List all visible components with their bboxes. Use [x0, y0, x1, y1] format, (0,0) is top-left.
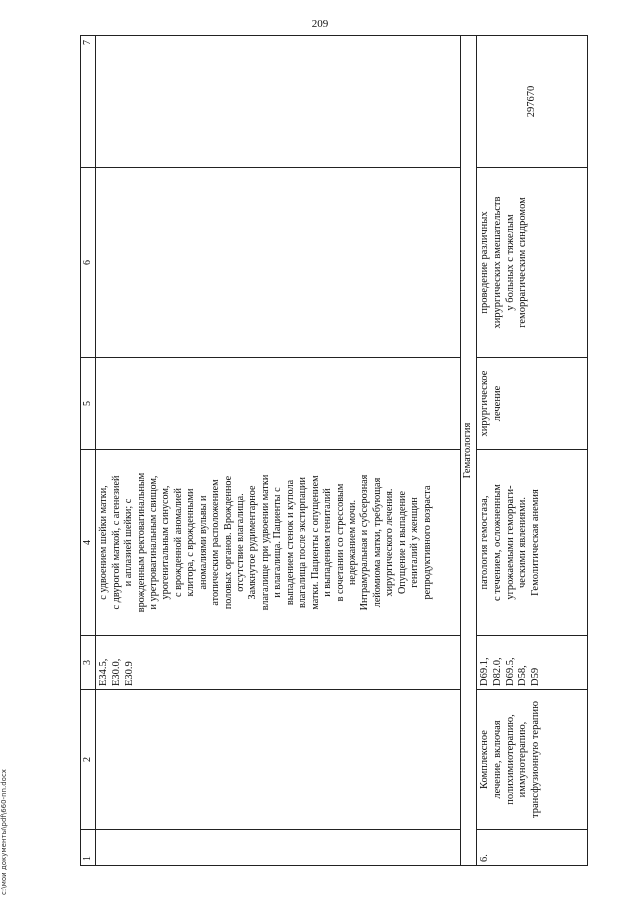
- col-header-1: 1: [81, 830, 96, 866]
- page-number: 209: [311, 18, 329, 30]
- rotated-table-wrapper: [80, 36, 610, 866]
- section-title: Гематология: [461, 36, 477, 866]
- col-header-7: 7: [81, 36, 96, 168]
- column-number-row: [81, 36, 96, 866]
- cell-codes: E34.5, E30.0, E30.9: [96, 636, 461, 690]
- col-header-2: 2: [81, 690, 96, 830]
- col-header-5: 5: [81, 358, 96, 450]
- cell-num: 6.: [476, 830, 587, 866]
- medical-care-table: [80, 35, 588, 866]
- cell-method: [96, 168, 461, 358]
- footer-file-path: c:\мои документы\pdf\660-nn.docx: [0, 769, 8, 895]
- cell-codes: D69.1, D82.0, D69.5, D58, D59: [476, 636, 587, 690]
- col-header-3: 3: [81, 636, 96, 690]
- cell-treatment-type: хирургическое лечение: [476, 358, 587, 450]
- cell-patient-model: патология гемостаза, с течением, осложненным угрожаемыми геморраги- ческими явлениями. Гемолитическая анемия: [476, 450, 587, 636]
- cell-treatment-type: [96, 358, 461, 450]
- rotated-table: [80, 36, 610, 866]
- cell-treatment: Комплексное лечение, включая полихимиотерапию, иммунотерапию, трансфузионную терапию: [476, 690, 587, 830]
- col-header-4: 4: [81, 450, 96, 636]
- cell-treatment: [96, 690, 461, 830]
- cell-cost: 297670: [476, 36, 587, 168]
- col-header-6: 6: [81, 168, 96, 358]
- cell-num: [96, 830, 461, 866]
- section-row: [461, 36, 477, 866]
- table-row: [476, 36, 587, 866]
- table-row: [96, 36, 461, 866]
- cell-cost: [96, 36, 461, 168]
- cell-patient-model: с удвоением шейки матки, с двурогой маткой, с агенезией и аплазией шейки; с врожденным ректовагинальным и уретровагинальным свищом, урогенитальным синусом, с врожденной аномалией клитора, с врожденными аномалиями вульвы и атопическим расположением половых органов. Врожденное отсутствие влагалища. Замкнутое рудиментарное влагалище при удвоении матки и влагалища. Пациенты с выпадением стенок и купола влагалища после экстирпации матки. Пациенты с опущением и выпадением гениталий в сочетании со стрессовым недержанием мочи. Интрамуральная и субсерозная лейомиома матки, требующая хирургического лечения. Опущение и выпадение гениталий у женщин репродуктивного возраста: [96, 450, 461, 636]
- cell-method: проведение различных хирургических вмешательств у больных с тяжелым геморрагическим синдромом: [476, 168, 587, 358]
